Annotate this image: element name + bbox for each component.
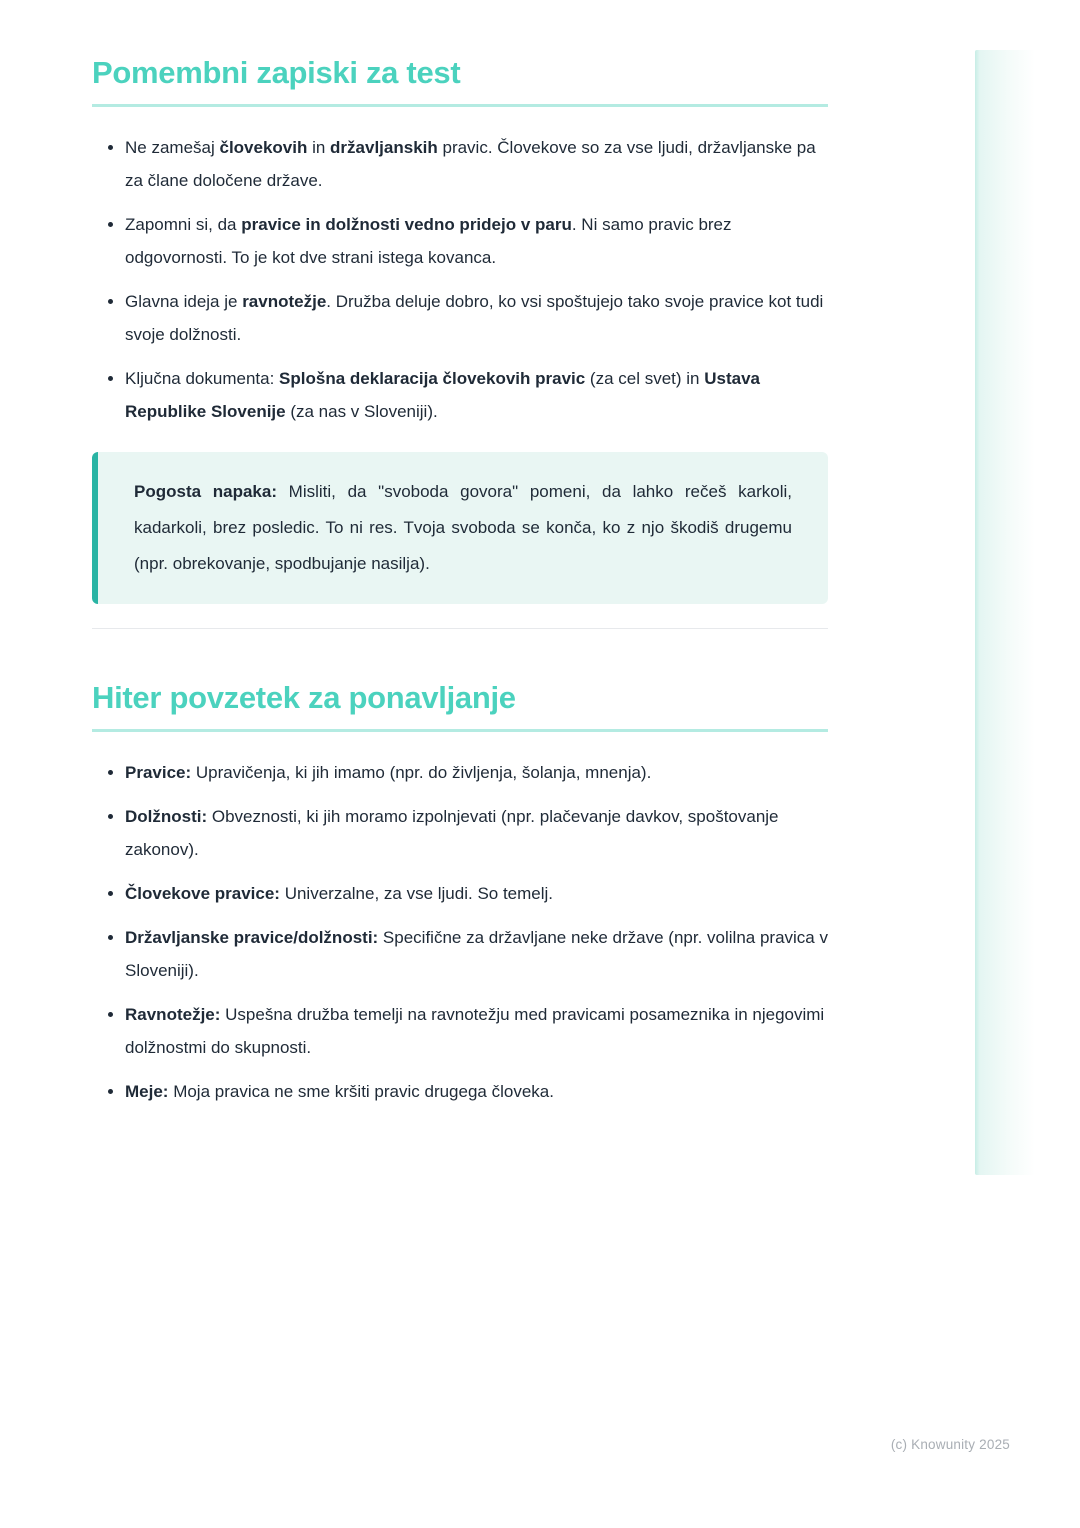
list-item: • Ključna dokumenta: Splošna deklaracija človekovih pravic (za cel svet) in Ustava Republike Slovenije (za nas v Sloveniji). [125, 362, 828, 428]
list-item: • Glavna ideja je ravnotežje. Družba deluje dobro, ko vsi spoštujejo tako svoje pravice kot tudi svoje dolžnosti. [125, 285, 828, 351]
section-summary [92, 679, 828, 1108]
common-mistake-callout [92, 452, 828, 604]
list-item: • Meje: Moja pravica ne sme kršiti pravic drugega človeka. [125, 1075, 828, 1108]
list-item: • Človekove pravice: Univerzalne, za vse ljudi. So temelj. [125, 877, 828, 910]
list-item: • Pravice: Upravičenja, ki jih imamo (npr. do življenja, šolanja, mnenja). [125, 756, 828, 789]
list-item: • Zapomni si, da pravice in dolžnosti vedno pridejo v paru. Ni samo pravic brez odgovornosti. To je kot dve strani istega kovanca. [125, 208, 828, 274]
summary-list [92, 756, 828, 1108]
list-item: • Ravnotežje: Uspešna družba temelji na ravnotežju med pravicami posameznika in njegovimi dolžnostmi do skupnosti. [125, 998, 828, 1064]
page-edge-decoration [975, 50, 1035, 1175]
section-notes [92, 54, 828, 604]
list-item: • Državljanske pravice/dolžnosti: Specifične za državljane neke države (npr. volilna pravica v Sloveniji). [125, 921, 828, 987]
content-column [92, 0, 828, 1119]
callout-text: Pogosta napaka: Misliti, da "svoboda govora" pomeni, da lahko rečeš karkoli, kadarkoli, brez posledic. To ni res. Tvoja svoboda se konča, ko z njo škodiš drugemu (npr. obrekovanje, spodbujanje nasilja). [134, 482, 792, 573]
notes-list [92, 131, 828, 428]
list-item: • Dolžnosti: Obveznosti, ki jih moramo izpolnjevati (npr. plačevanje davkov, spoštovanje zakonov). [125, 800, 828, 866]
section-divider [92, 628, 828, 629]
copyright-footer: (c) Knowunity 2025 [890, 1437, 1010, 1452]
summary-title: Hiter povzetek za ponavljanje [92, 679, 828, 732]
page-title: Pomembni zapiski za test [92, 54, 828, 107]
list-item: • Ne zamešaj človekovih in državljanskih pravic. Človekove so za vse ljudi, državljanske pa za člane določene države. [125, 131, 828, 197]
